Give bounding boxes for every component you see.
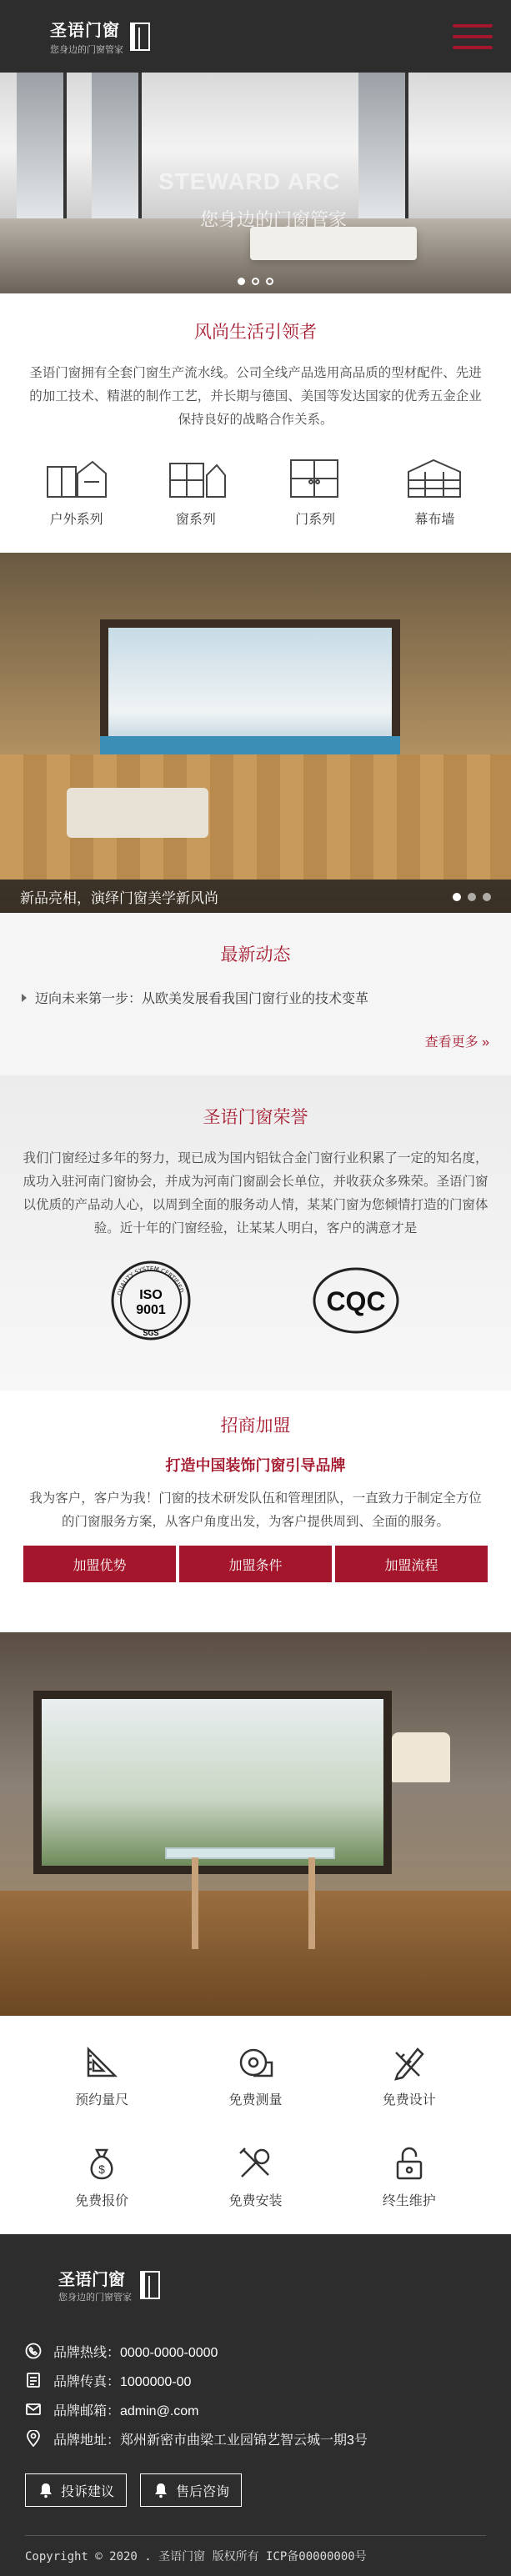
service-item[interactable] — [333, 2032, 486, 2120]
hamburger-icon[interactable] — [453, 24, 493, 49]
section-title: 最新动态 — [220, 945, 291, 965]
section-title: 风尚生活引领者 — [194, 323, 317, 342]
phone-icon — [25, 2343, 42, 2359]
table-image — [167, 1849, 333, 1857]
join-text: 我为客户，客户为我！门窗的技术研发队伍和管理团队，一直致力于制定全方位的门窗服务方案，从客户角度出发，为客户提供周到、全面的服务。 — [29, 1491, 482, 1529]
category-outdoor[interactable] — [44, 457, 109, 528]
slider-dot[interactable] — [252, 278, 259, 285]
ruler-triangle-icon — [83, 2044, 120, 2081]
floor-image — [0, 1891, 511, 2016]
section-title: 招商加盟 — [220, 1416, 291, 1436]
interior-banner — [0, 1632, 511, 2016]
site-header — [0, 0, 511, 73]
hero-slider[interactable] — [0, 73, 511, 293]
curtain-wall-icon — [402, 457, 467, 500]
join-advantage-button[interactable]: 加盟优势 — [23, 1546, 176, 1582]
hero-overlay-en: STEWARD ARC — [158, 168, 341, 194]
news-section — [0, 913, 511, 1075]
intro-text: 圣语门窗拥有全套门窗生产流水线。公司全线产品选用高品质的型材配件、先进的加工技术、精湛的制作工艺，并长期与德国、美国等发达国家的优秀五金企业保持良好的战略合作关系。 — [29, 366, 482, 427]
category-window[interactable] — [163, 457, 228, 528]
window-frame-image — [92, 73, 142, 218]
mail-icon — [25, 2401, 42, 2418]
honor-text: 我们门窗经过多年的努力，现已成为国内铝钛合金门窗行业积累了一定的知名度，成功入驻河南门窗协会，并成为河南门窗副会长单位，并收获众多殊荣。圣语门窗以优质的产品动人心，以周到全面的服务动人情，某某门窗为您倾情打造的门窗体验。近十年的门窗经验，让某某人明白，客户的满意才是 — [23, 1151, 488, 1235]
cqc-badge-icon — [310, 1259, 402, 1342]
complaint-button[interactable] — [25, 2473, 127, 2507]
news-item[interactable] — [22, 988, 511, 1007]
certificate-list — [0, 1240, 511, 1342]
slider-dot[interactable] — [453, 893, 461, 901]
join-conditions-button[interactable]: 加盟条件 — [179, 1546, 332, 1582]
service-item[interactable] — [333, 2133, 486, 2221]
contact-list — [0, 2303, 511, 2451]
category-list — [0, 432, 511, 553]
join-subtitle: 打造中国装饰门窗引导品牌 — [165, 1457, 346, 1474]
service-grid — [0, 2016, 511, 2234]
bell-icon — [38, 2482, 54, 2498]
footer-buttons — [0, 2455, 511, 2507]
hero-overlay-cn: 您身边的门窗管家 — [200, 209, 348, 230]
svg-text:$: $ — [98, 2163, 106, 2176]
money-bag-icon — [83, 2145, 120, 2182]
sgs-label: SGS — [143, 1329, 159, 1337]
logo-mark-icon — [130, 23, 150, 51]
slider-dots — [453, 893, 491, 901]
join-buttons — [23, 1546, 488, 1582]
window-frame-image — [17, 73, 67, 218]
join-section — [0, 1391, 511, 1634]
join-process-button[interactable]: 加盟流程 — [335, 1546, 488, 1582]
section-title: 圣语门窗荣誉 — [203, 1108, 308, 1127]
service-item[interactable] — [25, 2133, 178, 2221]
service-item[interactable] — [25, 2032, 178, 2120]
slider-dot[interactable] — [468, 893, 476, 901]
fax-icon — [25, 2372, 42, 2388]
category-curtain-wall[interactable] — [402, 457, 467, 528]
pencil-ruler-icon — [391, 2044, 428, 2081]
service-label: 免费报价 — [75, 2194, 129, 2208]
contact-text: 品牌热线：0000-0000-0000 — [53, 2345, 218, 2360]
service-label: 免费测量 — [228, 2093, 283, 2107]
outdoor-window-icon — [44, 457, 109, 500]
contact-text: 品牌传真：1000000-00 — [53, 2374, 192, 2389]
complaint-label: 投诉建议 — [61, 2484, 115, 2499]
cqc-label: CQC — [326, 1286, 386, 1316]
category-label: 户外系列 — [49, 513, 103, 527]
more-link[interactable] — [425, 1031, 489, 1050]
bell-icon — [153, 2482, 169, 2498]
copyright: Copyright © 2020 . 圣语门窗 版权所有 ICP备00000000号 — [25, 2535, 486, 2564]
contact-text: 品牌邮箱：admin@.com — [53, 2403, 199, 2418]
table-leg-image — [308, 1857, 315, 1949]
iso-label: ISO — [138, 1288, 163, 1302]
service-label: 终生维护 — [382, 2194, 436, 2208]
service-label: 预约量尺 — [75, 2093, 129, 2107]
logo-mark-icon — [140, 2271, 160, 2299]
door-icon — [283, 457, 348, 500]
after-sales-label: 售后咨询 — [176, 2484, 230, 2499]
tape-measure-icon — [237, 2044, 273, 2081]
slider-dot[interactable] — [266, 278, 273, 285]
product-banner[interactable] — [0, 553, 511, 913]
news-item-text: 迈向未来第一步：从欧美发展看我国门窗行业的技术变革 — [35, 992, 369, 1006]
footer-logo[interactable] — [0, 2234, 511, 2303]
slider-dot[interactable] — [238, 278, 245, 285]
banner-caption: 新品亮相，演绎门窗美学新风尚 — [0, 880, 511, 913]
honor-section — [0, 1075, 511, 1391]
contact-address — [25, 2426, 511, 2451]
contact-email[interactable] — [25, 2397, 511, 2422]
intro-section — [0, 293, 511, 553]
service-item[interactable] — [178, 2032, 332, 2120]
logo-subtitle: 您身边的门窗管家 — [50, 45, 123, 55]
slider-dot[interactable] — [483, 893, 491, 901]
after-sales-button[interactable] — [140, 2473, 242, 2507]
lamp-image — [392, 1732, 450, 1782]
double-chevron-right-icon: » — [482, 1035, 489, 1050]
iso-ring-text: QUALITY SYSTEM CERTIFIED — [116, 1265, 185, 1296]
more-label: 查看更多 — [424, 1035, 478, 1050]
service-item[interactable] — [178, 2133, 332, 2221]
slider-dots — [0, 278, 511, 285]
contact-text: 品牌地址：郑州新密市曲梁工业园锦艺智云城一期3号 — [53, 2433, 368, 2448]
sofa-image — [250, 227, 417, 260]
category-label: 幕布墙 — [414, 513, 455, 527]
tools-icon — [237, 2145, 273, 2182]
iso-9001-badge-icon — [109, 1259, 193, 1342]
window-frame-image — [358, 73, 408, 218]
logo[interactable] — [50, 17, 150, 56]
logo-title: 圣语门窗 — [50, 22, 120, 40]
couch-image — [67, 788, 208, 838]
location-icon — [25, 2430, 42, 2447]
category-label: 门系列 — [295, 513, 336, 527]
window-icon — [163, 457, 228, 500]
service-label: 免费安装 — [228, 2194, 283, 2208]
lock-icon — [391, 2145, 428, 2182]
contact-hotline[interactable] — [25, 2338, 511, 2363]
contact-fax — [25, 2368, 511, 2393]
category-door[interactable] — [283, 457, 348, 528]
table-leg-image — [192, 1857, 198, 1949]
window-view-image — [33, 1691, 392, 1874]
footer-logo-subtitle: 您身边的门窗管家 — [58, 2293, 132, 2303]
service-label: 免费设计 — [382, 2093, 436, 2107]
category-label: 窗系列 — [175, 513, 216, 527]
site-footer — [0, 2234, 511, 2576]
footer-logo-title: 圣语门窗 — [58, 2271, 125, 2289]
iso-number: 9001 — [135, 1303, 166, 1317]
